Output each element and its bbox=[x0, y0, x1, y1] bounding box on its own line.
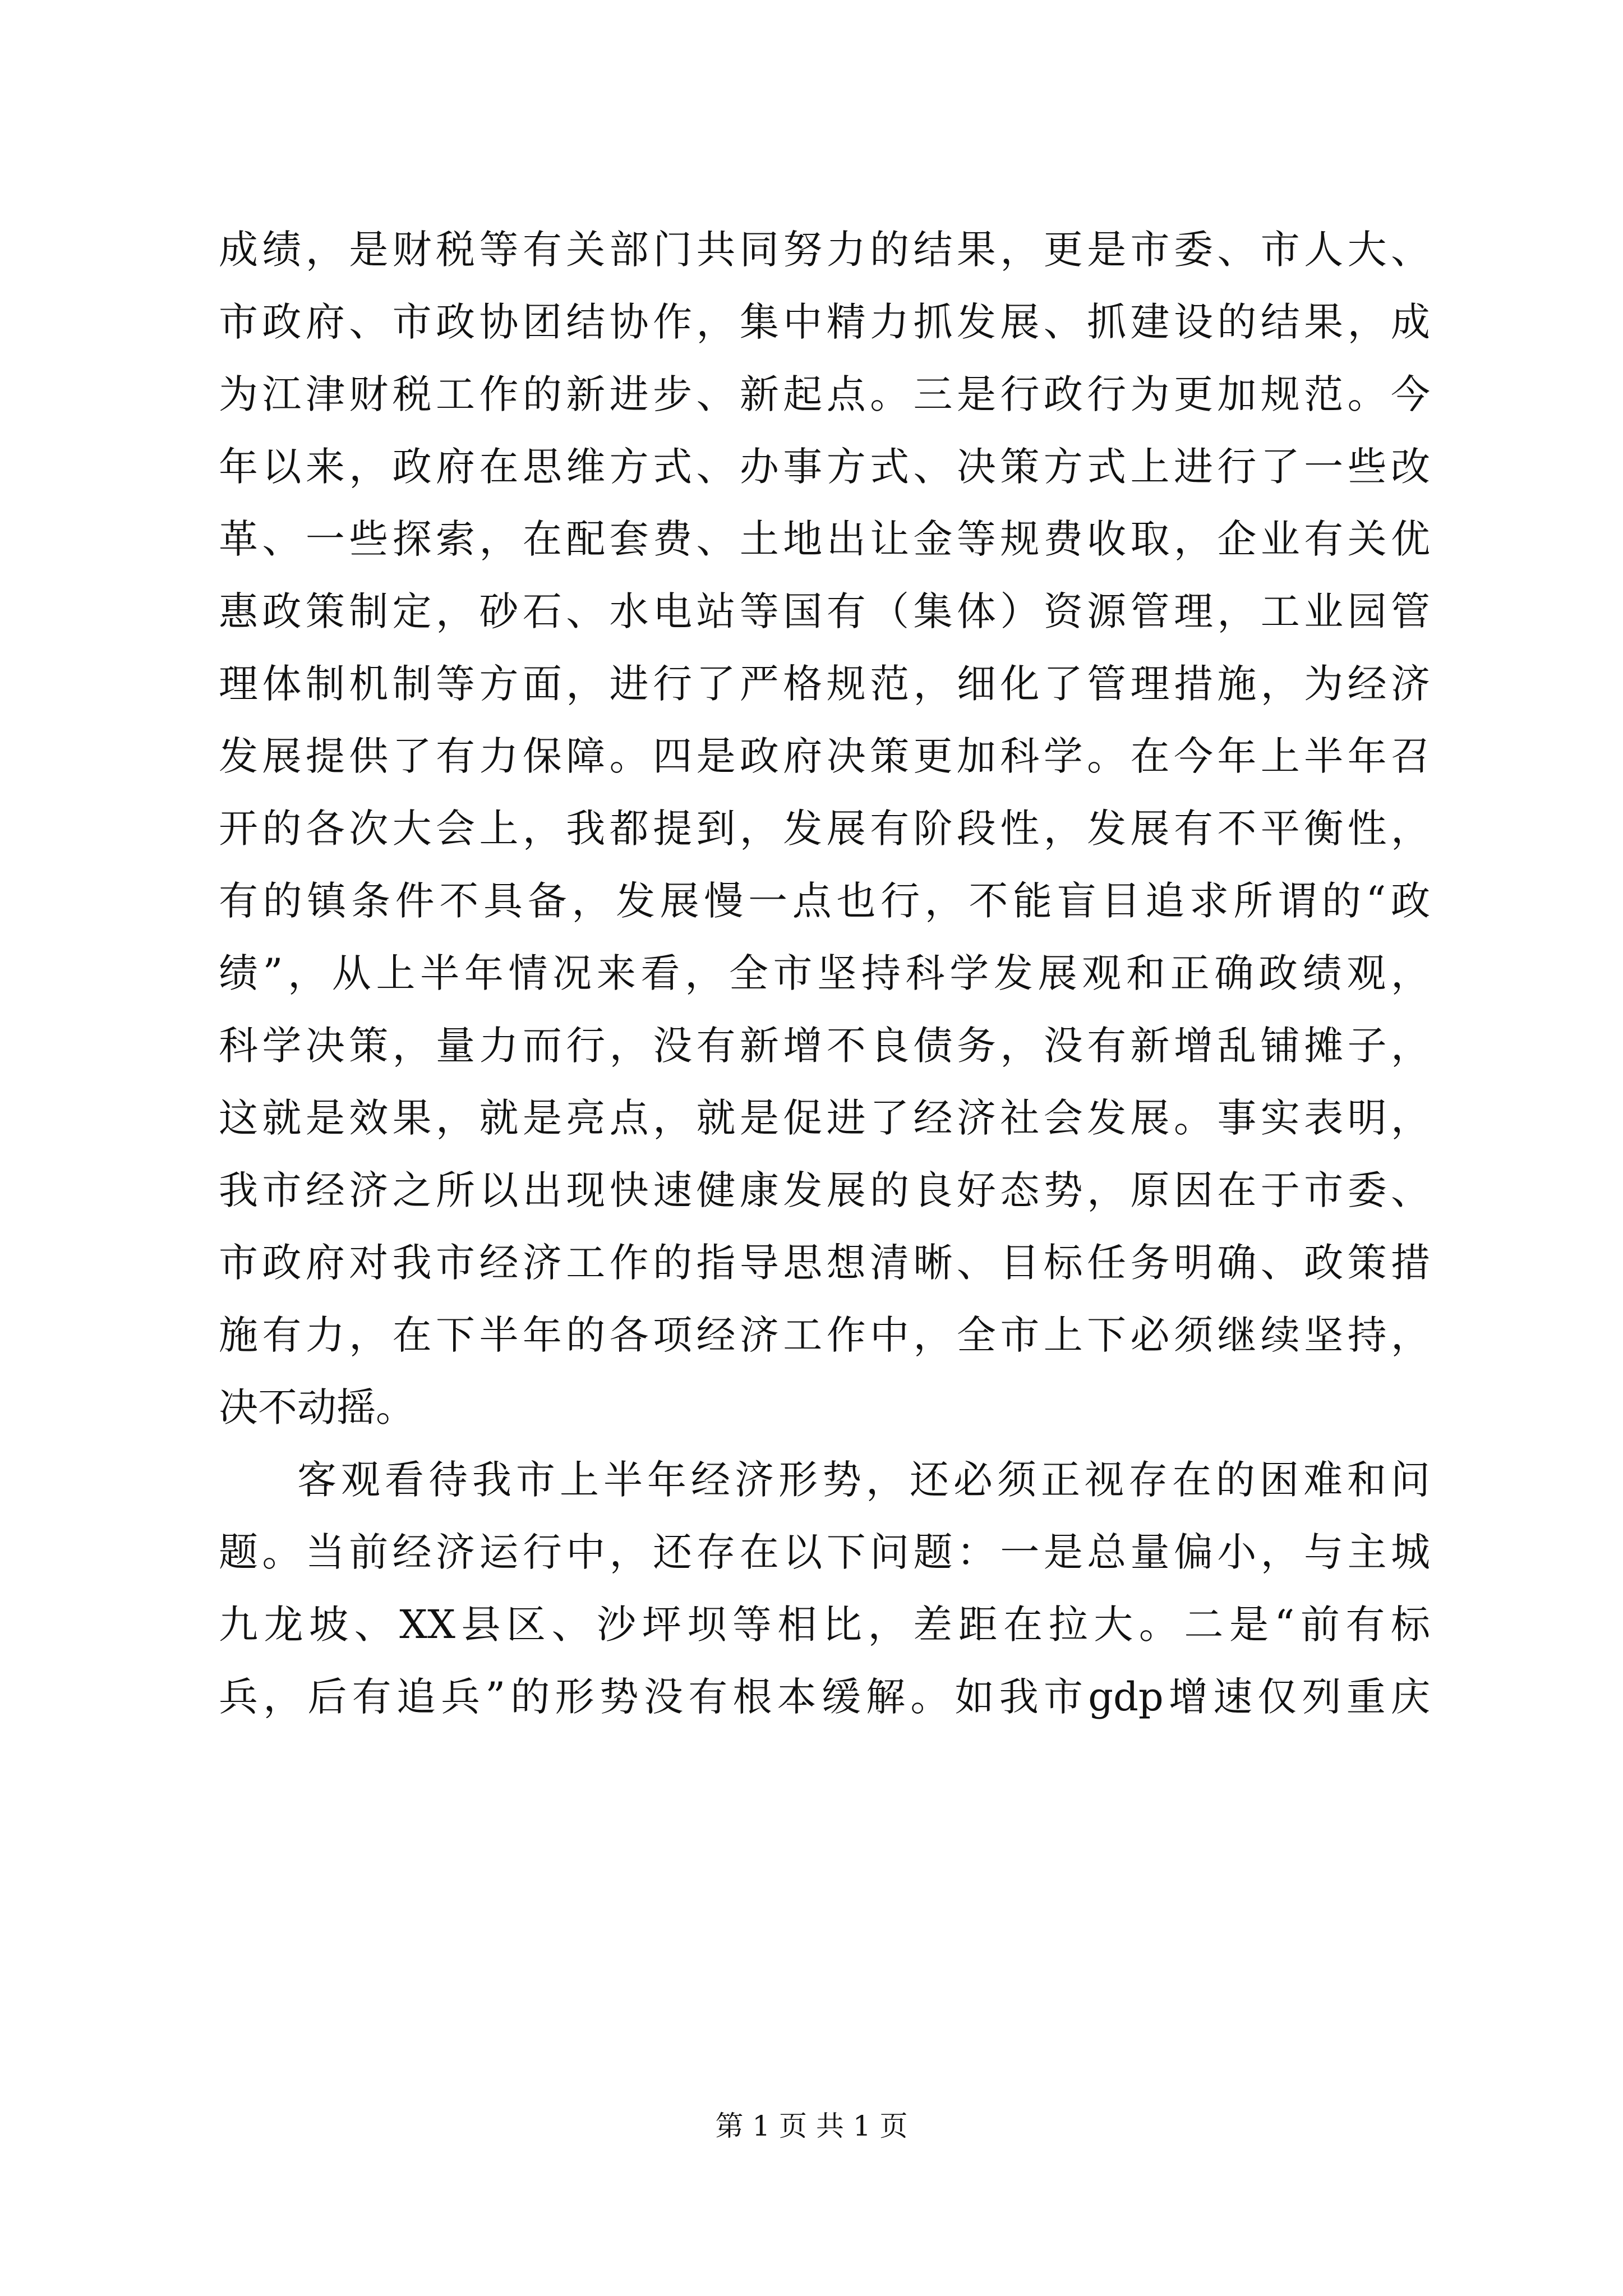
text-line: 理体制机制等方面，进行了严格规范，细化了管理措施，为经济 bbox=[219, 661, 1430, 707]
text-line: 年以来，政府在思维方式、办事方式、决策方式上进行了一些改 bbox=[219, 444, 1430, 490]
text-line: 为江津财税工作的新进步、新起点。三是行政行为更加规范。今 bbox=[219, 371, 1430, 417]
text-line: 惠政策制定，砂石、水电站等国有（集体）资源管理，工业园管 bbox=[219, 588, 1430, 634]
text-line: 绩”，从上半年情况来看，全市坚持科学发展观和正确政绩观， bbox=[219, 950, 1430, 996]
text-line: 题。当前经济运行中，还存在以下问题：一是总量偏小，与主城 bbox=[219, 1529, 1430, 1575]
text-line: 市政府对我市经济工作的指导思想清晰、目标任务明确、政策措 bbox=[219, 1240, 1430, 1286]
text-line: 这就是效果，就是亮点，就是促进了经济社会发展。事实表明， bbox=[219, 1095, 1430, 1141]
text-line: 有的镇条件不具备，发展慢一点也行，不能盲目追求所谓的“政 bbox=[219, 878, 1430, 924]
page-number-footer: 第 1 页 共 1 页 bbox=[715, 2110, 908, 2142]
paragraph-first-line: 客观看待我市上半年经济形势，还必须正视存在的困难和问 bbox=[297, 1457, 1430, 1503]
text-line: 我市经济之所以出现快速健康发展的良好态势，原因在于市委、 bbox=[219, 1167, 1430, 1213]
text-line: 成绩，是财税等有关部门共同努力的结果，更是市委、市人大、 bbox=[219, 227, 1430, 273]
text-line: 开的各次大会上，我都提到，发展有阶段性，发展有不平衡性， bbox=[219, 806, 1430, 852]
text-line: 兵，后有追兵”的形势没有根本缓解。如我市gdp增速仅列重庆 bbox=[219, 1674, 1430, 1720]
text-line: 九龙坡、XX县区、沙坪坝等相比，差距在拉大。二是“前有标 bbox=[219, 1602, 1430, 1648]
text-line: 市政府、市政协团结协作，集中精力抓发展、抓建设的结果，成 bbox=[219, 299, 1430, 345]
text-line: 施有力，在下半年的各项经济工作中，全市上下必须继续坚持， bbox=[219, 1312, 1430, 1358]
text-line: 发展提供了有力保障。四是政府决策更加科学。在今年上半年召 bbox=[219, 733, 1430, 779]
text-line: 科学决策，量力而行，没有新增不良债务，没有新增乱铺摊子， bbox=[219, 1023, 1430, 1069]
text-line: 决不动摇。 bbox=[219, 1384, 415, 1430]
text-line: 革、一些探索，在配套费、土地出让金等规费收取，企业有关优 bbox=[219, 516, 1430, 562]
